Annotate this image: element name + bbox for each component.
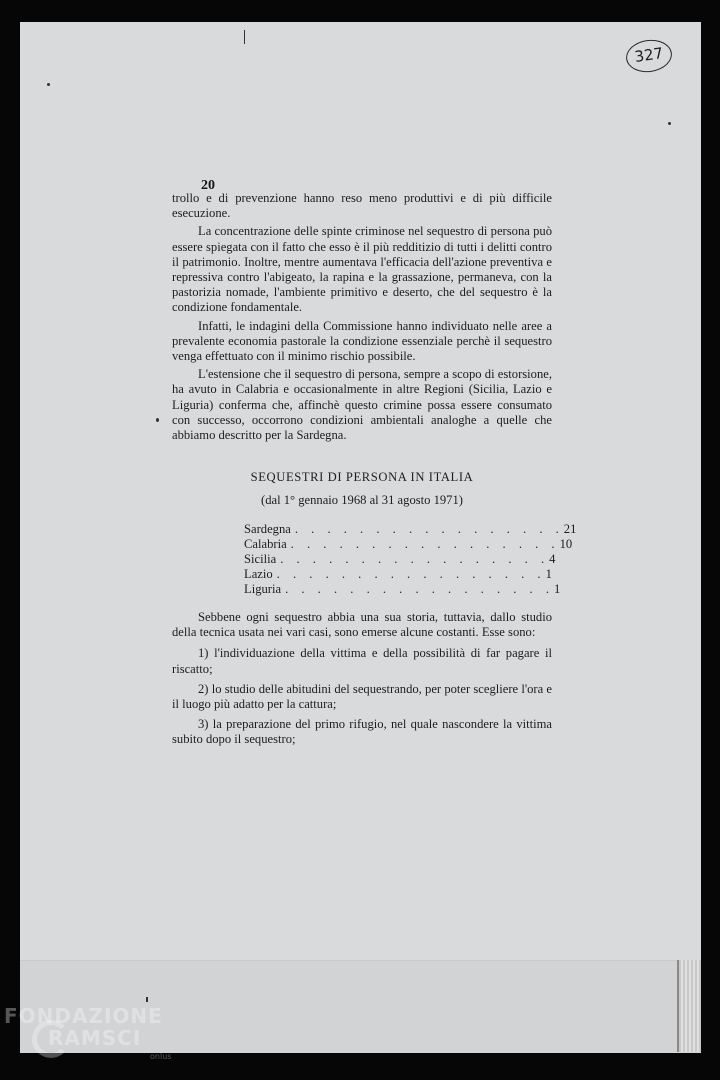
- table-title: SEQUESTRI DI PERSONA IN ITALIA: [250, 470, 474, 484]
- archive-watermark: [4, 996, 184, 1076]
- watermark-line-2: RAMSCI: [48, 1026, 142, 1050]
- leader-dots: . . . . . . . . . . . . . . . . .: [290, 537, 560, 551]
- paragraph-continued: trollo e di prevenzione hanno reso meno produttivi e di più difficile esecuzione.: [172, 191, 552, 221]
- watermark-line-1: FONDAZIONE: [4, 1004, 163, 1028]
- paper-speck: [47, 83, 50, 86]
- region-label: Lazio: [244, 567, 273, 581]
- page-edge-notch: [677, 960, 701, 1052]
- paper-speck: [668, 122, 671, 125]
- table-row: [244, 582, 561, 597]
- list-item: 3) la preparazione del primo rifugio, nel quale nascondere la vittima subito dopo il sequestro;: [172, 717, 552, 747]
- region-count: 21: [563, 522, 577, 536]
- region-count: 4: [549, 552, 556, 566]
- region-label: Sardegna: [244, 522, 291, 536]
- paper-speck: [244, 30, 245, 44]
- document-page: [20, 22, 701, 1052]
- paper-speck: [156, 418, 159, 422]
- leader-dots: . . . . . . . . . . . . . . . . .: [276, 567, 546, 581]
- leader-dots: . . . . . . . . . . . . . . . . .: [280, 552, 550, 566]
- list-item: 2) lo studio delle abitudini del sequestrando, per poter scegliere l'ora e il luogo più adatto per la cattura;: [172, 681, 552, 712]
- table-row: [244, 567, 552, 582]
- body-text-top: [172, 191, 552, 443]
- region-label: Liguria: [244, 582, 282, 596]
- leader-dots: . . . . . . . . . . . . . . . . .: [285, 582, 554, 596]
- list-item: 1) l'individuazione della vittima e della possibilità di far pagare il riscatto;: [172, 646, 552, 676]
- watermark-sub: onlus: [150, 1052, 172, 1061]
- paragraph: Infatti, le indagini della Commissione hanno individuato nelle aree a prevalente economia pastorale la condizione essenziale perchè il sequestro venga effettuato con il minimo rischio possibile.: [172, 318, 552, 364]
- region-count: 1: [553, 582, 561, 596]
- kidnapping-table: [172, 470, 577, 597]
- table-rows: [244, 522, 577, 597]
- leader-dots: . . . . . . . . . . . . . . . . .: [294, 522, 564, 536]
- table-row: [244, 552, 556, 567]
- table-period: (dal 1° gennaio 1968 al 31 agosto 1971): [261, 493, 463, 507]
- table-row: [244, 537, 573, 552]
- table-row: [244, 522, 577, 537]
- region-count: 1: [545, 567, 552, 581]
- archive-number-mark: 327: [624, 37, 674, 75]
- page-number: 20: [201, 178, 215, 193]
- region-label: Sicilia: [244, 552, 277, 566]
- region-label: Calabria: [244, 537, 287, 551]
- paragraph: L'estensione che il sequestro di persona, sempre a scopo di estorsione, ha avuto in Calabria e occasionalmente in altre Regioni (Sicilia, Lazio e Liguria) conferma che, affinchè questo crimine possa essere consumato con successo, occorrono condizioni ambientali analoghe a quelle che abbiamo descritto per la Sardegna.: [172, 367, 552, 443]
- region-count: 10: [559, 537, 573, 551]
- body-text-bottom: [172, 610, 552, 748]
- paragraph: Sebbene ogni sequestro abbia una sua storia, tuttavia, dallo studio della tecnica usata nei vari casi, sono emerse alcune costanti. Esse sono:: [172, 610, 552, 640]
- paragraph: La concentrazione delle spinte criminose nel sequestro di persona può essere spiegata con il fatto che esso è il più redditizio di tutti i delitti contro il patrimonio. Inoltre, mentre aumentava l'efficacia dell'azione preventiva e repressiva contro l'abigeato, la rapina e la grassazione, permaneva, con la pastorizia nomade, l'ambiente primitivo e deserto, che del sequestro è la condizione fondamentale.: [172, 224, 552, 315]
